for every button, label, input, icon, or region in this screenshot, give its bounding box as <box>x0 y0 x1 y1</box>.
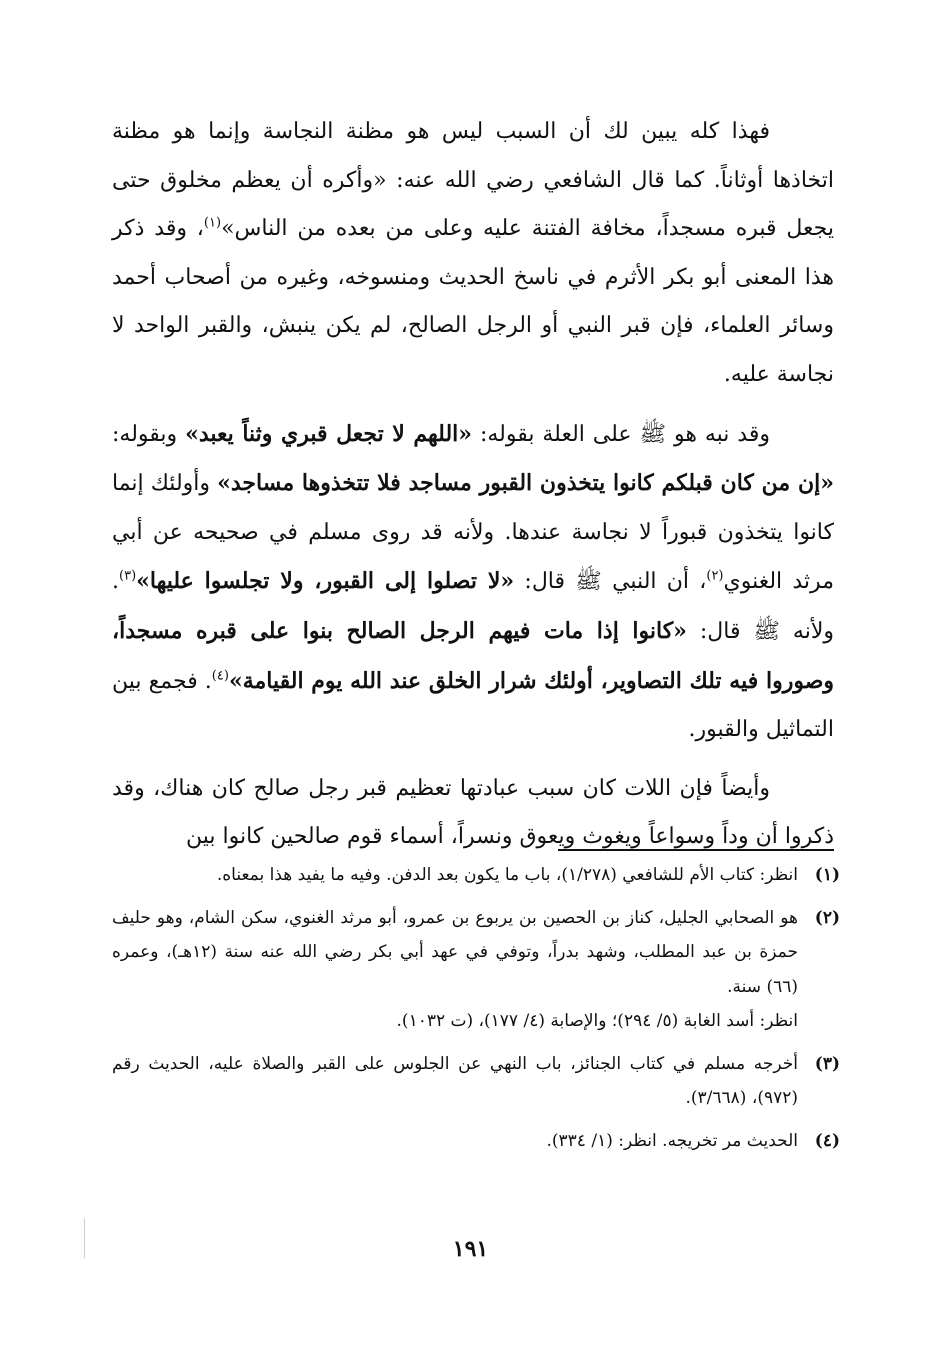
footnote-main-text: هو الصحابي الجليل، كناز بن الحصين بن يربوع بن عمرو، أبو مرثد الغنوي، سكن الشام، وهو حليف حمزة بن عبد المطلب، وشهد بدراً، وتوفي في عهد أبي بكر رضي الله عنه سنة (١٢هـ)، وعمره (٦٦) سنة. <box>112 907 798 997</box>
footnote-text: انظر: كتاب الأم للشافعي (١/٢٧٨)، باب ما يكون بعد الدفن. وفيه ما يفيد هذا بمعناه. <box>216 865 798 885</box>
footnote-text <box>112 901 798 1039</box>
paragraph-2-end: . فجمع بين التماثيل والقبور. <box>112 668 834 743</box>
footnote-1 <box>112 858 840 893</box>
footnote-4 <box>112 1124 840 1159</box>
footnotes <box>112 858 840 1166</box>
footnote-number: (١) <box>814 865 840 885</box>
footnote-2 <box>112 901 840 1039</box>
paragraph-2-said-2: . ولأنه ﷺ قال: <box>112 569 835 644</box>
footnote-reference-line: انظر: أسد الغابة (٥/ ٢٩٤)؛ والإصابة (٤/ ١٧٧)، (ت ١٠٣٢). <box>396 1011 798 1031</box>
paragraph-3 <box>112 765 834 862</box>
paragraph-1 <box>112 108 834 400</box>
hadith-quote-3: «لا تصلوا إلى القبور، ولا تجلسوا عليها» <box>136 568 515 595</box>
footnote-ref-4[interactable]: (٤) <box>211 668 229 684</box>
footnote-ref-3[interactable]: (٣) <box>119 569 137 585</box>
paragraph-2-said: ، أن النبي ﷺ قال: <box>514 569 707 595</box>
footnote-number: (٢) <box>814 907 840 928</box>
paragraph-2-intro: وقد نبه هو ﷺ على العلة بقوله: <box>472 421 770 447</box>
paragraph-2-middle: وأولئك إنما كانوا يتخذون قبوراً لا نجاسة عندها. ولأنه قد روى مسلم في صحيحه عن أبي مرثد الغنوي <box>112 471 834 595</box>
hadith-quote-2: «إن من كان قبلكم كانوا يتخذون القبور مساجد فلا تتخذوها مساجد» <box>217 470 834 497</box>
paragraph-1-rest: ، وقد ذكر هذا المعنى أبو بكر الأثرم في ناسخ الحديث ومنسوخه، وغيره من أصحاب أحمد وسائر العلماء، فإن قبر النبي أو الرجل الصالح، لم يكن ينبش، والقبر الواحد لا نجاسة عليه. <box>112 216 834 387</box>
footnote-text: أخرجه مسلم في كتاب الجنائز، باب النهي عن الجلوس على القبر والصلاة عليه، الحديث رقم (٩٧٢)، (٣/٦٦٨). <box>112 1053 798 1108</box>
footnote-ref-1[interactable]: (١) <box>203 215 222 231</box>
paragraph-3-text: وأيضاً فإن اللات كان سبب عبادتها تعظيم قبر رجل صالح كان هناك، وقد ذكروا أن وداً وسواعاً ويغوث ويعوق ونسراً، أسماء قوم صالحين كانوا بين <box>112 775 834 850</box>
paragraph-1-text: فهذا كله يبين لك أن السبب ليس هو مظنة النجاسة وإنما هو مظنة اتخاذها أوثاناً. كما قال الشافعي رضي الله عنه: «وأكره أن يعظم مخلوق حتى يجعل قبره مسجداً، مخافة الفتنة عليه وعلى من بعده من الناس» <box>112 119 834 242</box>
hadith-quote-4: «كانوا إذا مات فيهم الرجل الصالح بنوا على قبره مسجداً، وصوروا فيه تلك التصاوير، أولئك شرار الخلق عند الله يوم القيامة» <box>112 617 834 694</box>
paragraph-2-connector: وبقوله: <box>112 421 186 447</box>
footnote-number: (٤) <box>814 1130 840 1151</box>
footnote-divider <box>558 849 834 851</box>
footnote-text: الحديث مر تخريجه. انظر: (١/ ٣٣٤). <box>546 1130 798 1151</box>
paragraph-2 <box>112 410 834 755</box>
main-text <box>112 108 834 862</box>
footnote-ref-2[interactable]: (٢) <box>706 569 724 585</box>
hadith-quote-1: «اللهم لا تجعل قبري وثناً يعبد» <box>185 420 473 447</box>
footnote-number: (٣) <box>814 1053 840 1074</box>
footnote-3 <box>112 1047 840 1116</box>
page-number: ١٩١ <box>452 1236 489 1262</box>
